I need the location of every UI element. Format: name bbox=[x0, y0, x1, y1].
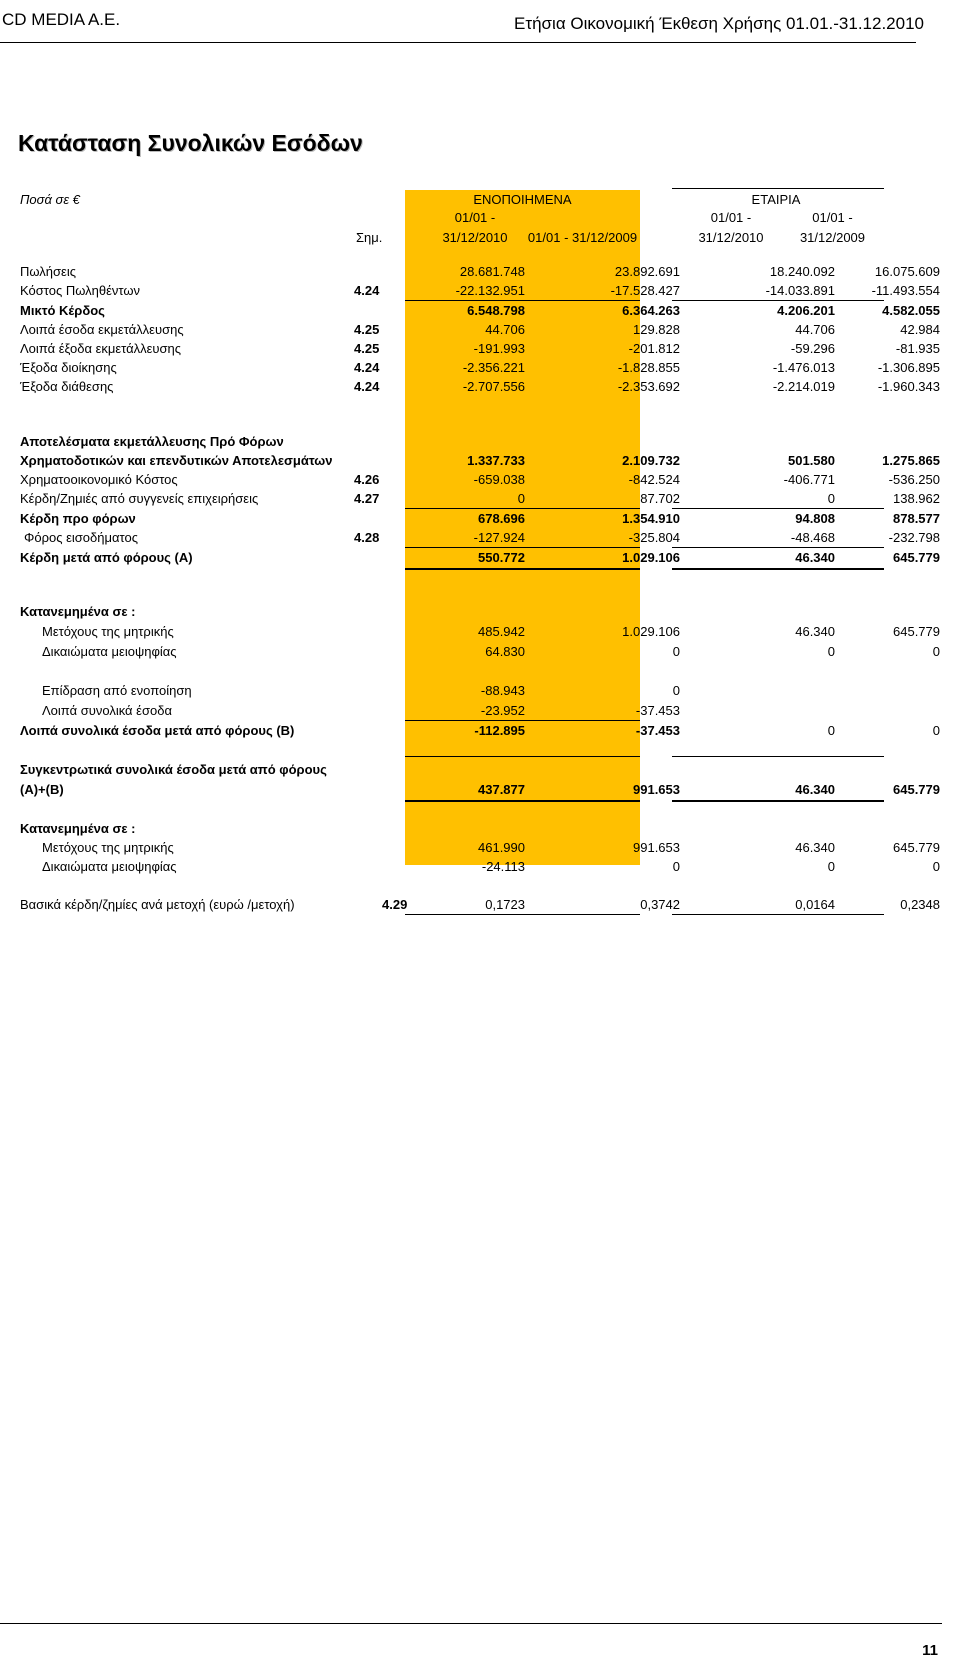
company-name: CD MEDIA A.E. bbox=[2, 10, 121, 29]
col2-header-line1: 01/01 - bbox=[710, 210, 752, 225]
col0-header-line1: 01/01 - bbox=[454, 210, 496, 225]
page-title: Κατάσταση Συνολικών Εσόδων bbox=[18, 130, 363, 156]
header-rule bbox=[0, 42, 916, 43]
company-header-rule bbox=[672, 188, 884, 189]
col1-header: 01/01 - 31/12/2009 bbox=[527, 230, 638, 245]
col3-header-line1: 01/01 - bbox=[812, 210, 853, 225]
footer-rule bbox=[0, 1623, 942, 1624]
consolidated-header: ΕΝΟΠΟΙΗΜΕΝΑ bbox=[473, 192, 572, 207]
report-title: Ετήσια Οικονομική Έκθεση Χρήσης 01.01.-31.12.2010 bbox=[514, 14, 924, 33]
page-number: 11 bbox=[922, 1642, 938, 1659]
page-header bbox=[0, 0, 960, 44]
company-header: ΕΤΑΙΡΙΑ bbox=[751, 192, 801, 207]
col2-header-line2: 31/12/2010 bbox=[698, 230, 764, 245]
note-header: Σημ. bbox=[356, 230, 383, 245]
currency-label: Ποσά σε € bbox=[20, 192, 80, 207]
col0-header-line2: 31/12/2010 bbox=[442, 230, 508, 245]
col3-header-line2: 31/12/2009 bbox=[799, 230, 866, 245]
